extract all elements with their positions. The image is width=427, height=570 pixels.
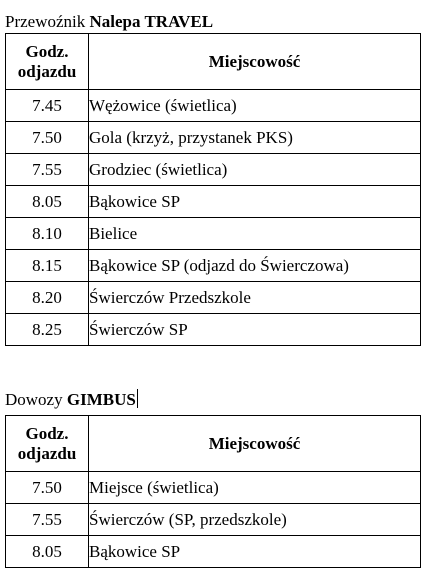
section1-carrier: Nalepa TRAVEL — [89, 12, 214, 31]
location: Bąkowice SP — [89, 186, 421, 218]
departure-time: 7.50 — [6, 122, 89, 154]
header-time-line2: odjazdu — [17, 61, 77, 81]
location: Bielice — [89, 218, 421, 250]
table-row — [6, 154, 421, 186]
section1-rows — [6, 90, 421, 346]
departure-time: 7.55 — [6, 504, 89, 536]
location: Bąkowice SP — [89, 536, 421, 568]
header-time-line1: Godz. — [25, 423, 69, 443]
table-row — [6, 122, 421, 154]
table-row — [6, 314, 421, 346]
header-location: Miejscowość — [89, 34, 421, 90]
section2-header-row — [6, 416, 421, 472]
location: Bąkowice SP (odjazd do Świerczowa) — [89, 250, 421, 282]
section1-timetable — [5, 33, 421, 346]
location: Świerczów Przedszkole — [89, 282, 421, 314]
departure-time: 7.45 — [6, 90, 89, 122]
section2-prefix: Dowozy — [5, 390, 63, 409]
location: Grodziec (świetlica) — [89, 154, 421, 186]
header-time-line2: odjazdu — [17, 443, 77, 463]
table-row — [6, 250, 421, 282]
departure-time: 8.05 — [6, 186, 89, 218]
departure-time: 8.15 — [6, 250, 89, 282]
table-row — [6, 472, 421, 504]
section1-header-row — [6, 34, 421, 90]
header-departure-time — [6, 34, 89, 90]
header-location: Miejscowość — [89, 416, 421, 472]
section2-timetable — [5, 415, 421, 568]
departure-time: 8.20 — [6, 282, 89, 314]
departure-time: 8.10 — [6, 218, 89, 250]
location: Wężowice (świetlica) — [89, 90, 421, 122]
table-row — [6, 282, 421, 314]
table-row — [6, 218, 421, 250]
location: Gola (krzyż, przystanek PKS) — [89, 122, 421, 154]
header-departure-time — [6, 416, 89, 472]
location: Świerczów (SP, przedszkole) — [89, 504, 421, 536]
location: Miejsce (świetlica) — [89, 472, 421, 504]
departure-time: 8.05 — [6, 536, 89, 568]
table-row — [6, 504, 421, 536]
table-row — [6, 186, 421, 218]
section2-rows — [6, 472, 421, 568]
section2-heading[interactable] — [5, 389, 138, 410]
table-row — [6, 536, 421, 568]
text-cursor — [137, 389, 138, 408]
section1-prefix: Przewoźnik — [5, 12, 86, 31]
table-row — [6, 90, 421, 122]
departure-time: 8.25 — [6, 314, 89, 346]
section1-heading — [5, 12, 213, 32]
location: Świerczów SP — [89, 314, 421, 346]
departure-time: 7.55 — [6, 154, 89, 186]
departure-time: 7.50 — [6, 472, 89, 504]
section2-carrier: GIMBUS — [66, 390, 136, 409]
header-time-line1: Godz. — [25, 41, 69, 61]
